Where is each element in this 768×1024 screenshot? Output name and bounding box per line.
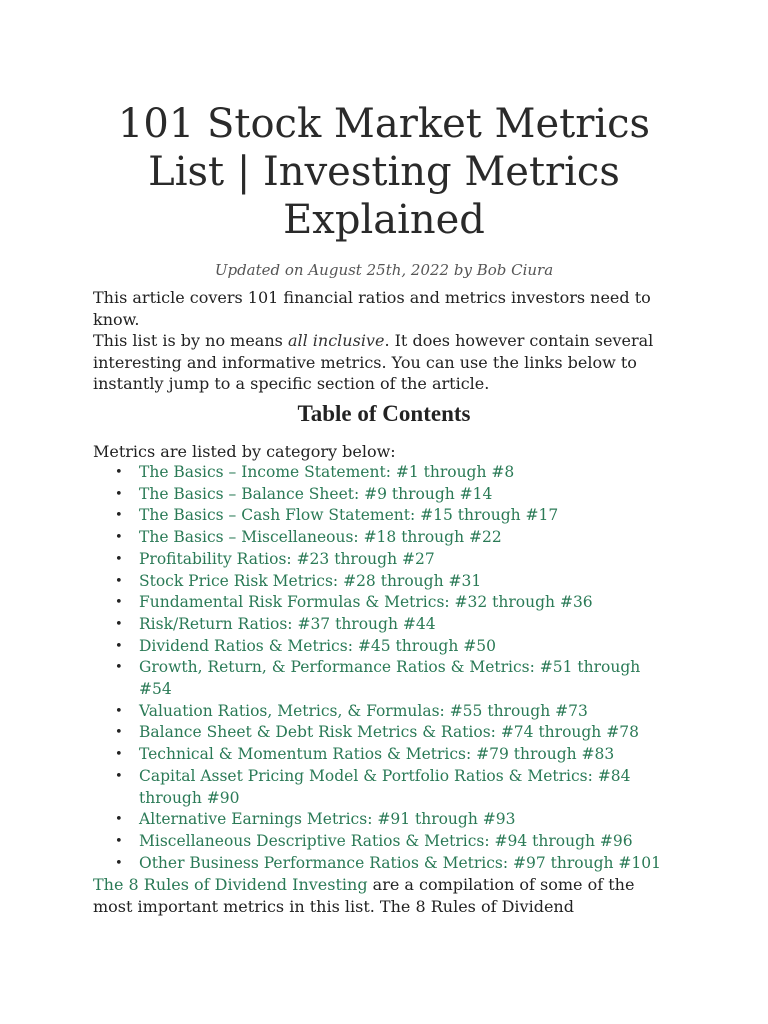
bullet-icon: • — [115, 638, 123, 654]
toc-link[interactable]: Dividend Ratios & Metrics: #45 through #50 — [139, 636, 496, 655]
toc-link[interactable]: Other Business Performance Ratios & Metrics: #97 through #101 — [139, 853, 661, 872]
toc-heading: Table of Contents — [297, 400, 471, 426]
bullet-icon: • — [115, 595, 123, 611]
bullet-icon: • — [115, 747, 123, 763]
bullet-icon: • — [115, 486, 123, 502]
bullet-icon: • — [115, 703, 123, 719]
toc-item — [93, 592, 675, 614]
byline: Updated on August 25th, 2022 by Bob Ciura — [214, 261, 554, 279]
article-title: 101 Stock Market Metrics List | Investing Metrics Explained — [117, 101, 651, 243]
toc-link[interactable]: Profitability Ratios: #23 through #27 — [139, 549, 435, 568]
toc-item — [93, 571, 675, 593]
article — [93, 100, 675, 917]
toc-link[interactable]: Alternative Earnings Metrics: #91 through #93 — [139, 810, 516, 829]
bullet-icon: • — [115, 725, 123, 741]
toc-lead: Metrics are listed by category below: — [93, 441, 396, 461]
outro-paragraph — [93, 874, 675, 917]
toc-item — [93, 636, 675, 658]
bullet-icon: • — [115, 508, 123, 524]
bullet-icon: • — [115, 855, 123, 871]
toc-item — [93, 766, 675, 809]
toc-item — [93, 853, 675, 875]
toc-link[interactable]: Risk/Return Ratios: #37 through #44 — [139, 614, 436, 633]
bullet-icon: • — [115, 768, 123, 784]
toc-link[interactable]: Growth, Return, & Performance Ratios & Metrics: #51 through #54 — [139, 658, 641, 699]
toc-list — [93, 462, 675, 874]
bullet-icon: • — [115, 465, 123, 480]
toc-link[interactable]: Miscellaneous Descriptive Ratios & Metrics: #94 through #96 — [139, 831, 633, 850]
bullet-icon: • — [115, 833, 123, 849]
toc-link[interactable]: The Basics – Cash Flow Statement: #15 through #17 — [139, 506, 559, 525]
toc-link[interactable]: The Basics – Balance Sheet: #9 through #14 — [139, 484, 493, 503]
toc-item — [93, 701, 675, 723]
toc-item — [93, 722, 675, 744]
toc-item — [93, 809, 675, 831]
outro-text: are a compilation of some of the most important metrics in this list. The 8 Rules of Dividend — [93, 875, 635, 916]
intro-text-before: This list is by no means — [93, 331, 288, 350]
bullet-icon: • — [115, 660, 123, 676]
toc-item — [93, 744, 675, 766]
intro-paragraph-2 — [93, 330, 675, 395]
toc-item — [93, 484, 675, 506]
toc-link[interactable]: Balance Sheet & Debt Risk Metrics & Ratios: #74 through #78 — [139, 723, 639, 742]
toc-item — [93, 614, 675, 636]
toc-link[interactable]: Technical & Momentum Ratios & Metrics: #79 through #83 — [139, 745, 615, 764]
toc-item — [93, 462, 675, 484]
bullet-icon: • — [115, 551, 123, 567]
dividend-rules-link[interactable]: The 8 Rules of Dividend Investing — [93, 875, 368, 895]
toc-link[interactable]: Stock Price Risk Metrics: #28 through #31 — [139, 571, 482, 590]
toc-link[interactable]: Capital Asset Pricing Model & Portfolio Ratios & Metrics: #84 through #90 — [139, 766, 631, 807]
bullet-icon: • — [115, 573, 123, 589]
intro-text-after: . It does however contain several interesting and informative metrics. You can use the links below to instantly jump to a specific section of the article. — [93, 331, 654, 393]
toc-link[interactable]: The Basics – Income Statement: #1 through #8 — [139, 463, 515, 481]
toc-item — [93, 505, 675, 527]
toc-item — [93, 527, 675, 549]
toc-item — [93, 549, 675, 571]
emphasis-text: all inclusive — [287, 331, 385, 350]
bullet-icon: • — [115, 812, 123, 828]
toc-item — [93, 831, 675, 853]
intro-paragraph: This article covers 101 financial ratios and metrics investors need to know. — [93, 288, 651, 329]
bullet-icon: • — [115, 616, 123, 632]
toc-link[interactable]: Valuation Ratios, Metrics, & Formulas: #55 through #73 — [139, 701, 588, 720]
toc-item — [93, 657, 675, 700]
toc-link[interactable]: The Basics – Miscellaneous: #18 through #22 — [139, 528, 502, 547]
toc-link[interactable]: Fundamental Risk Formulas & Metrics: #32 through #36 — [139, 593, 593, 612]
bullet-icon: • — [115, 530, 123, 546]
